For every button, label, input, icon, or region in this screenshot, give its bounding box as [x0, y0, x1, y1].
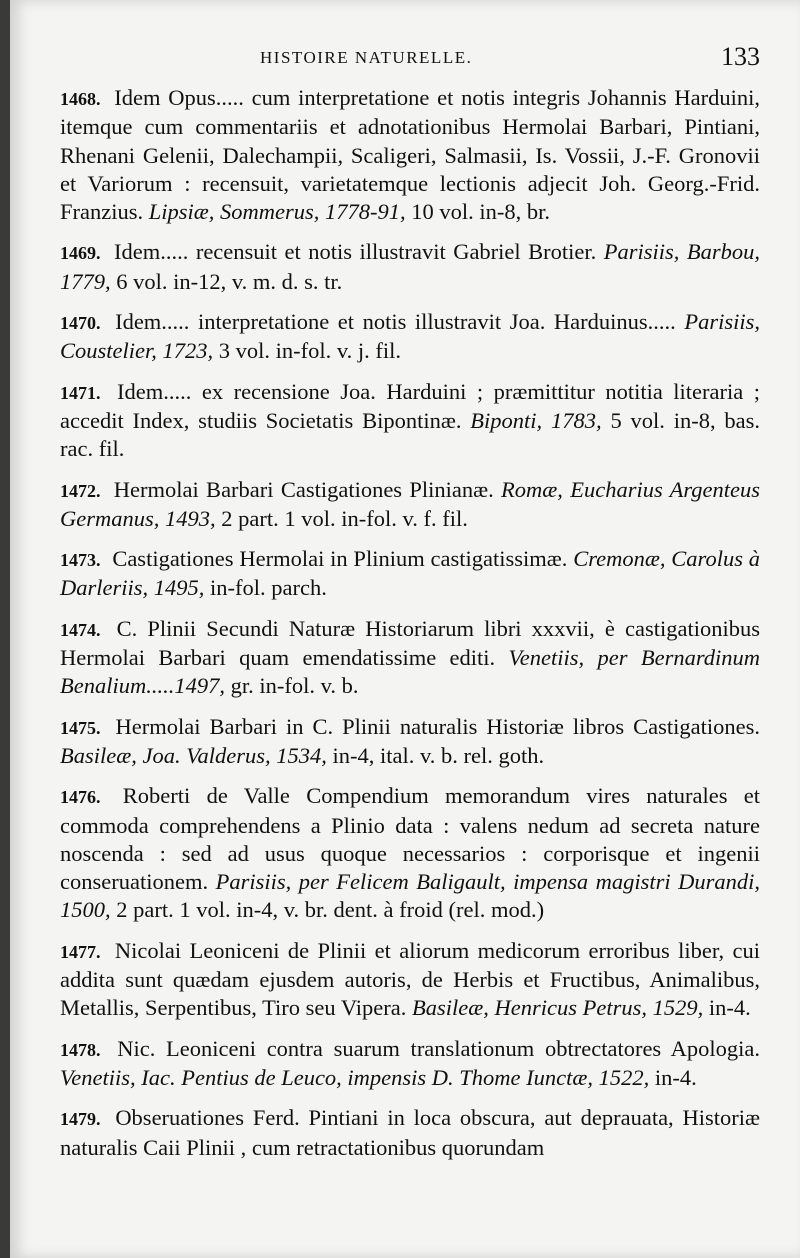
entry-text: Idem..... ex recensione Joa. Harduini ; præmittitur notitia literaria ; accedit Index, studiis Societatis Bipontinæ.: [60, 378, 760, 433]
entry-format: in-4, ital. v. b. rel. goth.: [332, 742, 545, 768]
entry-imprint: Cremonæ, Carolus à Darleriis, 1495,: [60, 546, 761, 601]
entry-text: C. Plinii Secundi Naturæ Historiarum libri xxxvii, è castigationibus Hermolai Barbari quam emendatissime editi.: [60, 615, 761, 671]
entry-format: 2 part. 1 vol. in-fol. v. f. fil.: [221, 505, 468, 531]
entry-imprint: Venetiis, Iac. Pentius de Leuco, impensis D. Thome Iunctæ, 1522,: [60, 1064, 650, 1090]
entry-imprint: Romæ, Eucharius Argenteus Germanus, 1493,: [60, 476, 760, 531]
entry-format: 3 vol. in-fol. v. j. fil.: [218, 338, 402, 364]
entry-number: 1477.: [60, 941, 101, 962]
entry-format: 5 vol. in-8, bas. rac. fil.: [60, 407, 761, 462]
entry-number: 1468.: [60, 89, 101, 109]
entry-number: 1478.: [60, 1039, 101, 1060]
entry-format: gr. in-fol. v. b.: [230, 673, 359, 699]
entry-text: Idem..... interpretatione et notis illustravit Joa. Harduinus.....: [115, 309, 676, 335]
catalog-entries: [60, 84, 760, 1174]
catalog-entry: [60, 782, 760, 924]
entry-imprint: Biponti, 1783,: [470, 407, 602, 433]
entry-number: 1471.: [60, 382, 101, 403]
book-page: [10, 0, 800, 1258]
entry-imprint: Basileæ, Joa. Valderus, 1534,: [60, 742, 327, 768]
catalog-entry: [60, 545, 760, 603]
entry-imprint: Parisiis, Barbou, 1779,: [60, 239, 760, 294]
entry-number: 1469.: [60, 243, 101, 264]
entry-number: 1473.: [60, 550, 101, 571]
entry-imprint: Venetiis, per Bernardinum Benalium.....1497,: [60, 645, 760, 699]
entry-text: Hermolai Barbari in C. Plinii naturalis Historiæ libros Castigationes.: [115, 713, 761, 739]
entry-format: in-4.: [708, 995, 751, 1021]
catalog-entry: [60, 238, 760, 296]
catalog-entry: [60, 937, 760, 1023]
entry-imprint: Lipsiæ, Sommerus, 1778-91,: [148, 199, 406, 225]
entry-number: 1470.: [60, 313, 101, 334]
entry-imprint: Parisiis, Coustelier, 1723,: [60, 309, 761, 364]
catalog-entry: [60, 84, 760, 226]
entry-text: Castigationes Hermolai in Plinium castigatissimæ.: [112, 546, 568, 572]
entry-text: Idem Opus..... cum interpretatione et notis integris Johannis Harduini, itemque cum commentariis et adnotationibus Hermolai Barbari, Pintiani, Rhenani Gelenii, Dalechampii, Scaligeri, Salmasii, Is. Vossii, J.-F. Gronovii et Variorum : recensuit, varietatemque lectionis adjecit Joh. Georg.-Frid. Franzius.: [60, 85, 760, 225]
entry-number: 1476.: [60, 787, 101, 808]
page-header: [10, 42, 800, 72]
entry-text: Hermolai Barbari Castigationes Plinianæ.: [113, 476, 494, 502]
running-title: HISTOIRE NATURELLE.: [260, 48, 473, 67]
entry-format: in-4.: [654, 1064, 697, 1090]
entry-format: 6 vol. in-12, v. m. d. s. tr.: [116, 268, 343, 294]
entry-text: Obseruationes Ferd. Pintiani in loca obscura, aut deprauata, Historiæ naturalis Caii Plinii , cum retractationibus quorundam: [60, 1105, 760, 1160]
catalog-entry: [60, 1104, 760, 1162]
entry-imprint: Basileæ, Henricus Petrus, 1529,: [411, 995, 704, 1021]
entry-format: 2 part. 1 vol. in-4, v. br. dent. à froid (rel. mod.): [116, 897, 545, 923]
entry-text: Roberti de Valle Compendium memorandum vires naturales et commoda comprehendens a Plinio data : valens nedum ad secreta nature noscenda : sed ad usus quoque necessarios : corporisque et ingenii conseruationem.: [60, 783, 761, 895]
catalog-entry: [60, 378, 760, 464]
entry-text: Nicolai Leoniceni de Plinii et aliorum medicorum erroribus liber, cui addita sunt quædam ejusdem autoris, de Herbis et Fructibus, Animalibus, Metallis, Serpentibus, Tiro seu Vipera.: [60, 937, 761, 1021]
entry-format: 10 vol. in-8, br.: [411, 199, 551, 225]
catalog-entry: [60, 308, 760, 366]
entry-text: Nic. Leoniceni contra suarum translationum obtrectatores Apologia.: [117, 1035, 761, 1061]
entry-number: 1475.: [60, 717, 101, 738]
catalog-entry: [60, 476, 760, 534]
catalog-entry: [60, 1035, 760, 1093]
entry-number: 1479.: [60, 1109, 101, 1130]
entry-format: in-fol. parch.: [210, 575, 327, 601]
entry-number: 1474.: [60, 619, 101, 640]
entry-number: 1472.: [60, 480, 101, 501]
entry-imprint: Parisiis, per Felicem Baligault, impensa magistri Durandi, 1500,: [60, 869, 760, 923]
catalog-entry: [60, 713, 760, 771]
page-number: 133: [721, 42, 760, 71]
entry-text: Idem..... recensuit et notis illustravit Gabriel Brotier.: [113, 239, 597, 265]
catalog-entry: [60, 615, 760, 701]
